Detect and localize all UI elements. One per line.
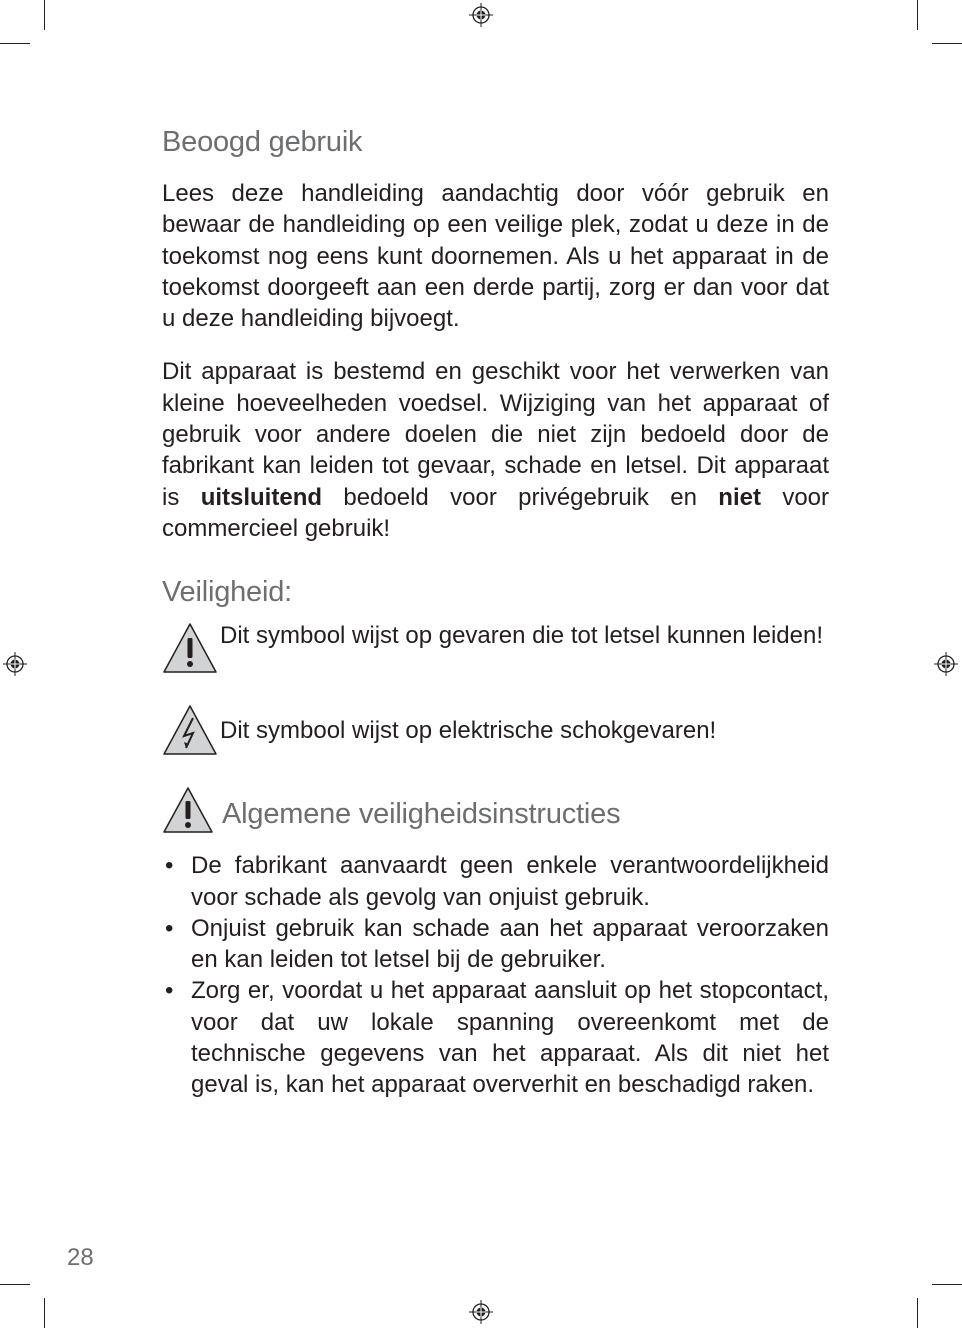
intended-use-paragraph-1: Lees deze handleiding aandachtig door vóór gebruik en bewaar de handleiding op een veilige plek, zodat u deze in de toekomst nog eens kunt doornemen. Als u het apparaat in de toekomst doorgeeft aan een derde partij, zorg er dan voor dat u deze handleiding bijvoegt. [162,180,829,333]
intended-use-heading: Beoogd gebruik [162,126,363,158]
safety-heading: Veiligheid: [162,576,293,609]
warning-triangle-icon [162,786,214,834]
crop-mark [917,1298,918,1328]
general-safety-heading: Algemene veiligheidsinstructies [222,798,621,831]
bullet-icon: • [165,977,174,1005]
warning-symbol-description: Dit symbool wijst op gevaren die tot letsel kunnen leiden! [220,622,823,650]
page-number: 28 [67,1244,94,1271]
crop-mark [917,0,918,30]
list-item [162,975,829,1100]
intended-use-paragraph-2 [162,356,829,544]
registration-mark-icon [934,652,958,676]
paragraph-2-text: Dit apparaat is bestemd en geschikt voor het verwerken van kleine hoeveelheden voedsel. Wijziging van het apparaat of gebruik voor andere doelen die niet zijn bedoeld door de fabrikant kan leiden tot gevaar, schade en letsel. Dit apparaat is [162,358,829,511]
general-safety-header [162,784,829,836]
crop-mark [932,43,962,44]
paragraph-2-emphasis-not: niet [718,483,761,511]
warning-symbol-row [162,620,829,674]
crop-mark [44,0,45,30]
registration-mark-icon [3,652,27,676]
crop-mark [0,1284,30,1285]
page-content [162,120,829,1101]
crop-mark [0,43,30,44]
warning-triangle-icon [162,622,218,674]
paragraph-2-emphasis-exclusively: uitsluitend [200,483,323,511]
electric-symbol-row [162,704,829,756]
list-item-text: Onjuist gebruik kan schade aan het apparaat veroorzaken en kan leiden tot letsel bij de gebruiker. [191,914,829,974]
paragraph-2-text: bedoeld voor privégebruik en [322,483,719,511]
list-item-text: Zorg er, voordat u het apparaat aansluit op het stopcontact, voor dat uw lokale spanning overeenkomt met de technische gegevens van het apparaat. Als dit niet het geval is, kan het apparaat oververhit en beschadigd raken. [191,977,829,1099]
registration-mark-icon [469,3,493,27]
paragraph-2-text: voor commercieel gebruik! [162,483,830,542]
bullet-icon: • [165,914,174,942]
crop-mark [44,1298,45,1328]
general-safety-list [162,850,829,1100]
list-item [162,913,829,976]
electric-symbol-description: Dit symbool wijst op elektrische schokgevaren! [220,716,717,744]
crop-mark [932,1284,962,1285]
list-item-text: De fabrikant aanvaardt geen enkele verantwoordelijkheid voor schade als gevolg van onjuist gebruik. [191,852,829,911]
electric-shock-triangle-icon [162,704,218,756]
registration-mark-icon [469,1300,493,1324]
bullet-icon: • [165,852,174,880]
list-item [162,850,829,913]
